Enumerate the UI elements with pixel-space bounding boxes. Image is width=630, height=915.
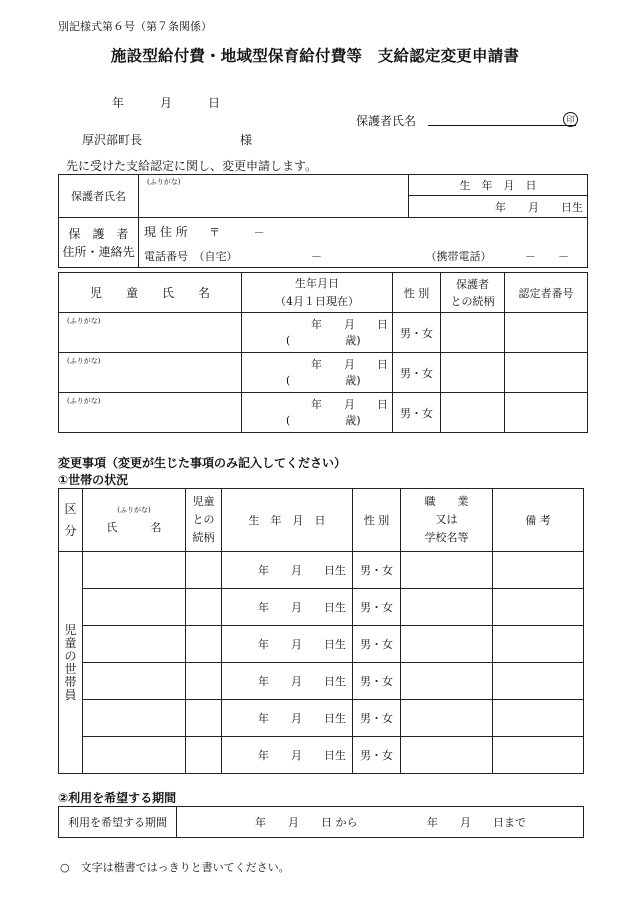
member-relation-header-line3: 続柄 xyxy=(192,531,215,544)
group-label-char: 世 xyxy=(64,661,77,676)
child-relation-header-line2: との続柄 xyxy=(450,294,495,308)
kubun-header xyxy=(59,489,83,552)
member-name-input[interactable] xyxy=(83,626,186,663)
child-age: ( 歳) xyxy=(286,413,361,427)
kubun-header-line1: 区 xyxy=(64,502,77,516)
seal-mark: 印 xyxy=(563,112,578,127)
group-label-char: 児 xyxy=(64,622,77,637)
member-sex-input[interactable]: 男・女 xyxy=(353,663,401,700)
child-name-input[interactable] xyxy=(59,353,242,393)
member-job-input[interactable] xyxy=(401,626,493,663)
member-job-input[interactable] xyxy=(401,552,493,589)
furigana-label: (ふりがな) xyxy=(67,317,101,325)
member-birth-input[interactable]: 年 月 日生 xyxy=(222,737,353,774)
period-input[interactable] xyxy=(177,807,584,838)
child-relation-input[interactable] xyxy=(441,393,505,433)
address-label: 現 住 所 xyxy=(144,224,188,239)
postal-dash: － xyxy=(253,225,265,239)
member-birth-input[interactable]: 年 月 日生 xyxy=(222,589,353,626)
member-sex-header: 性 別 xyxy=(353,489,401,552)
guardian-name-header: 保護者氏名 xyxy=(59,175,139,218)
household-row xyxy=(59,737,584,774)
household-table xyxy=(58,488,584,774)
mobile-dash: － － xyxy=(525,249,569,263)
household-row xyxy=(59,663,584,700)
household-subheading: ①世帯の状況 xyxy=(58,473,129,487)
household-row xyxy=(59,589,584,626)
child-name-input[interactable] xyxy=(59,393,242,433)
child-row xyxy=(59,353,588,393)
member-sex-input[interactable]: 男・女 xyxy=(353,626,401,663)
member-remarks-input[interactable] xyxy=(493,626,584,663)
guardian-table xyxy=(58,174,588,268)
member-name-input[interactable] xyxy=(83,552,186,589)
furigana-label: (ふりがな) xyxy=(117,506,151,514)
member-sex-input[interactable]: 男・女 xyxy=(353,700,401,737)
member-birth-input[interactable]: 年 月 日生 xyxy=(222,552,353,589)
member-relation-input[interactable] xyxy=(186,737,222,774)
member-sex-input[interactable]: 男・女 xyxy=(353,737,401,774)
children-table xyxy=(58,272,588,433)
date-year-label: 年 xyxy=(112,96,125,110)
member-birth-input[interactable]: 年 月 日生 xyxy=(222,700,353,737)
member-job-header xyxy=(401,489,493,552)
member-job-input[interactable] xyxy=(401,663,493,700)
member-relation-header-line2: との xyxy=(192,513,215,526)
child-birth-date: 年 月 日 xyxy=(311,357,388,371)
period-to: 年 月 日まで xyxy=(427,816,526,829)
household-row xyxy=(59,626,584,663)
child-sex-input[interactable]: 男・女 xyxy=(393,313,441,353)
member-job-input[interactable] xyxy=(401,700,493,737)
child-name-header: 児 童 氏 名 xyxy=(59,273,242,313)
member-birth-input[interactable]: 年 月 日生 xyxy=(222,663,353,700)
member-relation-input[interactable] xyxy=(186,700,222,737)
group-label-char: 員 xyxy=(64,687,77,702)
member-sex-input[interactable]: 男・女 xyxy=(353,552,401,589)
child-birth-header-line2: （4月１日現在） xyxy=(275,294,359,308)
child-sex-header: 性 別 xyxy=(393,273,441,313)
child-row xyxy=(59,313,588,353)
period-label: 利用を希望する期間 xyxy=(59,807,177,838)
form-number-note: 別記様式第６号（第７条関係） xyxy=(58,20,212,33)
postal-mark: 〒 xyxy=(209,225,221,239)
member-remarks-header: 備 考 xyxy=(493,489,584,552)
member-relation-input[interactable] xyxy=(186,663,222,700)
addressee: 厚沢部町長 xyxy=(82,133,143,147)
phone-dash: － xyxy=(311,249,322,263)
furigana-label: (ふりがな) xyxy=(147,178,181,186)
cert-number-input[interactable] xyxy=(505,393,588,433)
phone-label: 電話番号 （自宅） xyxy=(144,249,238,263)
member-remarks-input[interactable] xyxy=(493,589,584,626)
period-heading: ②利用を希望する期間 xyxy=(58,791,177,805)
member-relation-header-line1: 児童 xyxy=(192,495,215,508)
member-job-header-line1: 職 業 xyxy=(424,495,469,508)
group-label-char: 童 xyxy=(64,635,77,650)
birth-header: 生 年 月 日 xyxy=(409,175,588,196)
child-relation-input[interactable] xyxy=(441,353,505,393)
group-label-char: の xyxy=(64,648,77,663)
cert-number-header: 認定者番号 xyxy=(505,273,588,313)
page-title: 施設型給付費・地域型保育給付費等 支給認定変更申請書 xyxy=(110,47,520,65)
member-relation-header xyxy=(186,489,222,552)
member-sex-input[interactable]: 男・女 xyxy=(353,589,401,626)
member-job-header-line2: 又は xyxy=(435,513,458,526)
child-birth-date: 年 月 日 xyxy=(311,397,388,411)
child-sex-input[interactable]: 男・女 xyxy=(393,393,441,433)
member-job-header-line3: 学校名等 xyxy=(424,531,469,544)
member-name-input[interactable] xyxy=(83,589,186,626)
household-group-label xyxy=(59,552,83,774)
footnote: ○ 文字は楷書ではっきりと書いてください。 xyxy=(60,861,290,874)
contact-label xyxy=(59,218,139,268)
guardian-birth-input[interactable]: 年 月 日生 xyxy=(409,196,588,218)
mobile-label: （携帯電話） xyxy=(425,249,492,263)
changes-heading: 変更事項（変更が生じた事項のみ記入してください） xyxy=(58,456,347,470)
furigana-label: (ふりがな) xyxy=(67,357,101,365)
cert-number-input[interactable] xyxy=(505,313,588,353)
household-row xyxy=(59,700,584,737)
member-job-input[interactable] xyxy=(401,737,493,774)
member-name-header xyxy=(83,489,186,552)
date-month-label: 月 xyxy=(160,96,173,110)
child-sex-input[interactable]: 男・女 xyxy=(393,353,441,393)
honorific: 様 xyxy=(240,133,253,147)
member-remarks-input[interactable] xyxy=(493,552,584,589)
phone-input[interactable] xyxy=(139,245,588,268)
member-name-input[interactable] xyxy=(83,737,186,774)
child-birth-input[interactable] xyxy=(242,353,393,393)
child-relation-header-line1: 保護者 xyxy=(456,277,489,291)
household-row xyxy=(59,552,584,589)
period-from: 年 月 日 から xyxy=(255,816,358,829)
guardian-name-field[interactable] xyxy=(428,125,576,126)
group-label-char: 帯 xyxy=(64,674,77,689)
child-age: ( 歳) xyxy=(286,373,361,387)
date-day-label: 日 xyxy=(208,96,221,110)
member-relation-input[interactable] xyxy=(186,626,222,663)
address-input[interactable] xyxy=(139,218,588,245)
member-name-input[interactable] xyxy=(83,700,186,737)
contact-label-line1: 保 護 者 xyxy=(68,226,129,241)
member-remarks-input[interactable] xyxy=(493,700,584,737)
application-date xyxy=(112,94,256,111)
child-birth-date: 年 月 日 xyxy=(311,317,388,331)
child-row xyxy=(59,393,588,433)
member-job-input[interactable] xyxy=(401,589,493,626)
child-age: ( 歳) xyxy=(286,333,361,347)
member-birth-input[interactable]: 年 月 日生 xyxy=(222,626,353,663)
member-relation-input[interactable] xyxy=(186,552,222,589)
member-remarks-input[interactable] xyxy=(493,737,584,774)
member-remarks-input[interactable] xyxy=(493,663,584,700)
guardian-name-label: 保護者氏名 xyxy=(356,114,417,128)
child-birth-input[interactable] xyxy=(242,393,393,433)
intro-text: 先に受けた支給認定に関し、変更申請します。 xyxy=(66,159,318,173)
child-birth-header xyxy=(242,273,393,313)
furigana-label: (ふりがな) xyxy=(67,397,101,405)
child-relation-input[interactable] xyxy=(441,313,505,353)
guardian-name-input[interactable] xyxy=(139,175,409,218)
member-relation-input[interactable] xyxy=(186,589,222,626)
contact-label-line2: 住所・連絡先 xyxy=(62,244,135,259)
period-table xyxy=(58,806,584,838)
child-name-input[interactable] xyxy=(59,313,242,353)
child-birth-input[interactable] xyxy=(242,313,393,353)
cert-number-input[interactable] xyxy=(505,353,588,393)
kubun-header-line2: 分 xyxy=(64,524,77,538)
child-birth-header-line1: 生年月日 xyxy=(295,276,339,290)
member-birth-header: 生 年 月 日 xyxy=(222,489,353,552)
member-name-input[interactable] xyxy=(83,663,186,700)
child-relation-header xyxy=(441,273,505,313)
member-name-header-text: 氏 名 xyxy=(106,521,162,534)
